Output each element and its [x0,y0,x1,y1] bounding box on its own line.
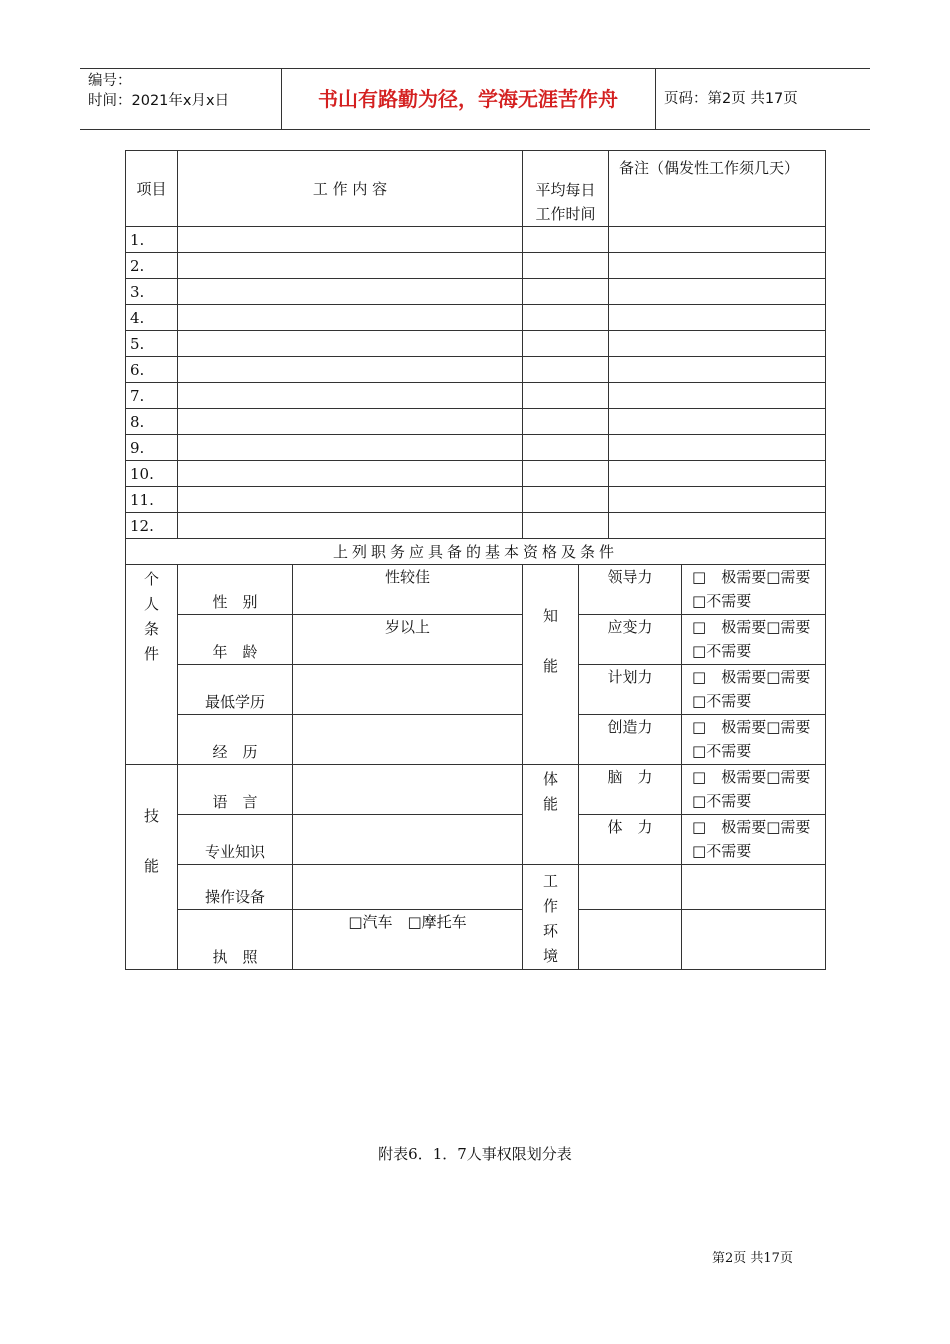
row-time-cell[interactable] [523,487,609,513]
header-motto: 书山有路勤为径，学海无涯苦作舟 [318,87,618,111]
table-row [126,565,826,615]
table-row [126,253,826,279]
knowledge-item-options[interactable]: □ 极需要□需要 □不需要 [682,715,826,765]
table-row [126,665,826,715]
gender-value[interactable]: 性较佳 [293,565,523,615]
row-note-cell[interactable] [609,487,826,513]
row-note-cell[interactable] [609,513,826,539]
professional-knowledge-label: 专业知识 [178,815,293,865]
page-header [80,68,870,130]
row-time-cell[interactable] [523,357,609,383]
page-footer: 第2页 共17页 [712,1251,793,1266]
column-header-time-line1: 平均每日 [535,181,596,199]
row-note-cell[interactable] [609,227,826,253]
knowledge-item-label: 计划力 [579,665,682,715]
physical-item-label: 体 力 [579,815,682,865]
table-row [126,435,826,461]
equipment-label: 操作设备 [178,865,293,910]
language-value[interactable] [293,765,523,815]
row-content-cell[interactable] [178,409,523,435]
row-number: 8. [126,409,178,435]
environment-cell[interactable] [579,865,682,910]
environment-cell[interactable] [682,865,826,910]
row-note-cell[interactable] [609,253,826,279]
knowledge-item-label: 应变力 [579,615,682,665]
knowledge-item-label: 领导力 [579,565,682,615]
table-row [126,865,826,910]
row-note-cell[interactable] [609,279,826,305]
row-content-cell[interactable] [178,357,523,383]
knowledge-item-options[interactable]: □ 极需要□需要 □不需要 [682,565,826,615]
column-header-note: 备注（偶发性工作须几天） [609,151,826,227]
row-note-cell[interactable] [609,435,826,461]
row-time-cell[interactable] [523,409,609,435]
experience-value[interactable] [293,715,523,765]
row-time-cell[interactable] [523,279,609,305]
row-content-cell[interactable] [178,513,523,539]
knowledge-item-label: 创造力 [579,715,682,765]
table-row [126,487,826,513]
row-content-cell[interactable] [178,305,523,331]
knowledge-item-options[interactable]: □ 极需要□需要 □不需要 [682,615,826,665]
table-row [126,910,826,970]
row-time-cell[interactable] [523,253,609,279]
experience-label: 经 历 [178,715,293,765]
table-row [126,615,826,665]
physical-group-label: 体 能 [523,765,579,865]
row-number: 11. [126,487,178,513]
row-number: 10. [126,461,178,487]
table-row [126,305,826,331]
section-title-row [126,539,826,565]
table-row [126,279,826,305]
row-number: 7. [126,383,178,409]
row-number: 4. [126,305,178,331]
table-row [126,815,826,865]
row-time-cell[interactable] [523,305,609,331]
environment-cell[interactable] [682,910,826,970]
table-row [126,357,826,383]
row-time-cell[interactable] [523,461,609,487]
header-page-number: 页码：第2页 共17页 [664,91,798,107]
row-content-cell[interactable] [178,487,523,513]
row-time-cell[interactable] [523,331,609,357]
row-number: 9. [126,435,178,461]
license-value[interactable]: □汽车 □摩托车 [293,910,523,970]
row-note-cell[interactable] [609,461,826,487]
document-date-label: 时间：2021年x月x日 [88,93,230,109]
environment-cell[interactable] [579,910,682,970]
table-row [126,227,826,253]
language-label: 语 言 [178,765,293,815]
row-time-cell[interactable] [523,513,609,539]
table-row [126,331,826,357]
row-number: 5. [126,331,178,357]
education-value[interactable] [293,665,523,715]
row-note-cell[interactable] [609,305,826,331]
row-note-cell[interactable] [609,409,826,435]
row-number: 2. [126,253,178,279]
professional-knowledge-value[interactable] [293,815,523,865]
row-content-cell[interactable] [178,253,523,279]
row-content-cell[interactable] [178,279,523,305]
row-number: 1. [126,227,178,253]
row-content-cell[interactable] [178,227,523,253]
row-note-cell[interactable] [609,331,826,357]
row-number: 3. [126,279,178,305]
row-content-cell[interactable] [178,331,523,357]
row-number: 12. [126,513,178,539]
skills-group-label: 技 能 [126,765,178,970]
row-content-cell[interactable] [178,461,523,487]
physical-item-label: 脑 力 [579,765,682,815]
knowledge-group-label: 知 能 [523,565,579,765]
table-row [126,461,826,487]
row-time-cell[interactable] [523,383,609,409]
row-time-cell[interactable] [523,227,609,253]
physical-item-options[interactable]: □ 极需要□需要 □不需要 [682,815,826,865]
physical-item-options[interactable]: □ 极需要□需要 □不需要 [682,765,826,815]
column-header-content: 工 作 内 容 [178,151,523,227]
table-row [126,409,826,435]
table-row [126,765,826,815]
equipment-value[interactable] [293,865,523,910]
personal-group-label: 个 人 条 件 [126,565,178,765]
row-time-cell[interactable] [523,435,609,461]
education-label: 最低学历 [178,665,293,715]
row-note-cell[interactable] [609,383,826,409]
header-meta [88,71,229,111]
age-label: 年 龄 [178,615,293,665]
table-header-row [126,151,826,227]
gender-label: 性 别 [178,565,293,615]
table-row [126,513,826,539]
row-note-cell[interactable] [609,357,826,383]
age-value[interactable]: 岁以上 [293,615,523,665]
header-divider [655,69,656,129]
column-header-time-line2: 工作时间 [535,205,596,223]
license-label: 执 照 [178,910,293,970]
column-header-item: 项目 [126,151,178,227]
row-number: 6. [126,357,178,383]
job-description-table [125,150,826,970]
row-content-cell[interactable] [178,383,523,409]
table-row [126,383,826,409]
row-content-cell[interactable] [178,435,523,461]
table-caption: 附表6．1．7人事权限划分表 [378,1145,572,1163]
document-number-label: 编号： [88,73,132,89]
section-title: 上列职务应具备的基本资格及条件 [126,539,826,565]
environment-group-label: 工 作 环 境 [523,865,579,970]
table-row [126,715,826,765]
knowledge-item-options[interactable]: □ 极需要□需要 □不需要 [682,665,826,715]
column-header-time [523,151,609,227]
